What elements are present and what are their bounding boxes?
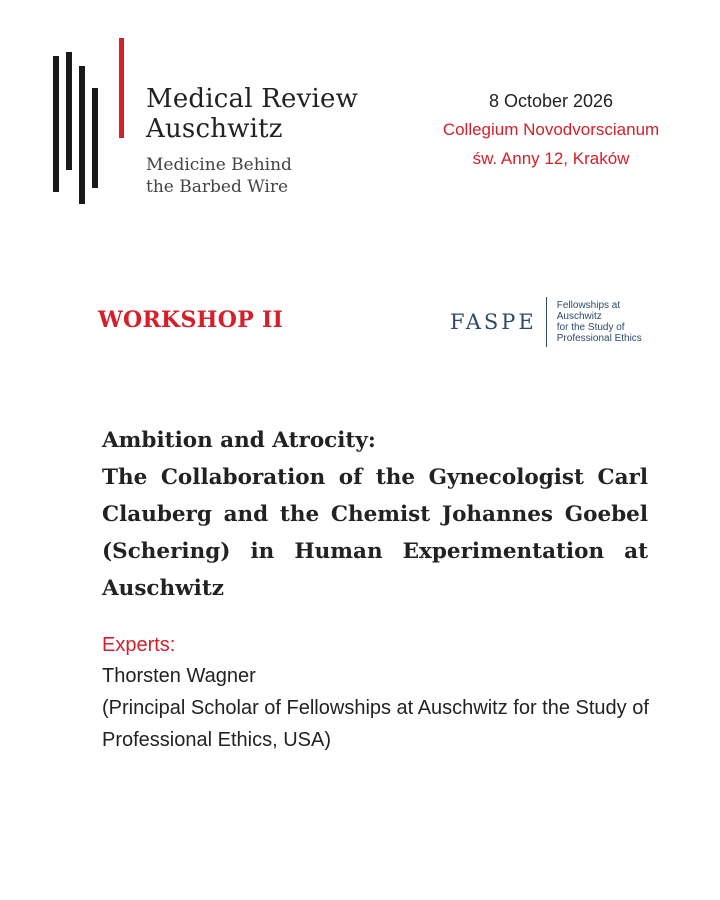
logo-bar-4 (92, 88, 98, 188)
brand-subtitle-line2: the Barbed Wire (146, 177, 289, 197)
brand-title-line2: Auschwitz (146, 114, 283, 144)
expert-affiliation: (Principal Scholar of Fellowships at Auschwitz for the Study of Professional Ethics, USA) (102, 697, 649, 751)
brand-block (146, 84, 358, 198)
brand-title (146, 84, 358, 144)
faspe-divider (546, 297, 547, 347)
event-venue: Collegium Novodvorscianum (442, 120, 660, 139)
faspe-tagline-line1: Fellowships at (556, 300, 621, 311)
faspe-tagline (557, 300, 642, 344)
expert-name: Thorsten Wagner (102, 665, 256, 687)
workshop-title-body: The Collaboration of the Gynecologist Carl Clauberg and the Chemist Johannes Goebel (Schering) in Human Experimentation at Auschwitz (102, 465, 648, 601)
workshop-title-line1: Ambition and Atrocity: (102, 428, 376, 453)
faspe-logo (450, 296, 642, 348)
event-info (420, 90, 682, 170)
event-date: 8 October 2026 (488, 91, 614, 111)
faspe-tagline-line4: Professional Ethics (556, 333, 642, 344)
logo-bar-3 (79, 66, 85, 204)
faspe-tagline-line2: Auschwitz (556, 311, 602, 322)
faspe-wordmark: FASPE (450, 310, 537, 334)
logo-bar-1 (53, 56, 59, 192)
brand-subtitle-line1: Medicine Behind (146, 155, 292, 175)
brand-subtitle (146, 154, 358, 198)
logo-bar-red (119, 38, 124, 138)
logo-bars (50, 38, 130, 198)
brand-title-line1: Medical Review (146, 84, 359, 114)
experts-label: Experts: (102, 634, 176, 656)
faspe-tagline-line3: for the Study of (556, 322, 625, 333)
logo-bar-2 (66, 52, 72, 170)
workshop-label: WORKSHOP II (98, 307, 284, 333)
experts-block (102, 630, 662, 756)
workshop-title (102, 422, 648, 607)
event-address: św. Anny 12, Kraków (472, 149, 630, 168)
